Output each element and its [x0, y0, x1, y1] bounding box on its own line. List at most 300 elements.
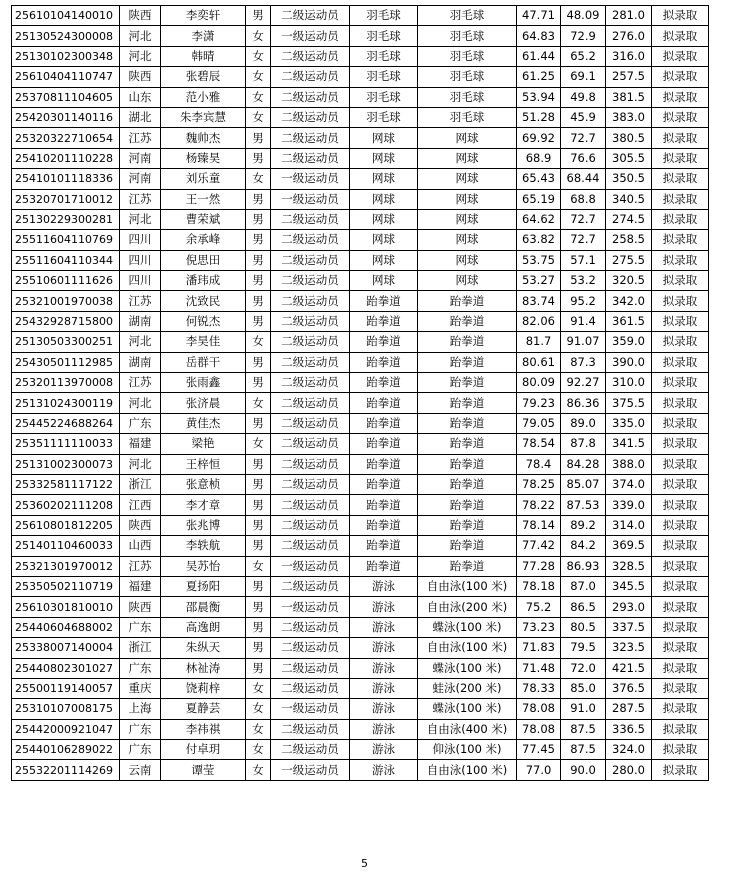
athlete-level-cell: 二级运动员: [271, 740, 350, 760]
province-cell: 河北: [120, 26, 161, 46]
athlete-level-cell: 二级运动员: [271, 576, 350, 596]
score-3-cell: 336.5: [606, 719, 652, 739]
province-cell: 广东: [120, 740, 161, 760]
sport-cell: 跆拳道: [350, 515, 418, 535]
score-3-cell: 328.5: [606, 556, 652, 576]
score-3-cell: 335.0: [606, 413, 652, 433]
table-row: [12, 230, 709, 250]
sport-cell: 跆拳道: [350, 291, 418, 311]
athlete-level-cell: 一级运动员: [271, 556, 350, 576]
score-2-cell: 72.7: [561, 230, 606, 250]
score-2-cell: 84.28: [561, 454, 606, 474]
candidate-id-cell: 25321301970012: [12, 556, 120, 576]
score-1-cell: 69.92: [517, 128, 561, 148]
sport-cell: 跆拳道: [350, 352, 418, 372]
table-row: [12, 740, 709, 760]
candidate-id-cell: 25410101118336: [12, 169, 120, 189]
student-name-cell: 吴苏怡: [161, 556, 246, 576]
score-1-cell: 79.05: [517, 413, 561, 433]
student-name-cell: 潘玮成: [161, 271, 246, 291]
admission-status-cell: 拟录取: [652, 413, 709, 433]
student-name-cell: 梁艳: [161, 434, 246, 454]
table-row: [12, 291, 709, 311]
score-3-cell: 340.5: [606, 189, 652, 209]
score-3-cell: 345.5: [606, 576, 652, 596]
gender-cell: 男: [246, 6, 271, 26]
candidate-id-cell: 25351111110033: [12, 434, 120, 454]
score-3-cell: 390.0: [606, 352, 652, 372]
admission-status-cell: 拟录取: [652, 536, 709, 556]
event-cell: 网球: [418, 250, 517, 270]
student-name-cell: 王一然: [161, 189, 246, 209]
gender-cell: 男: [246, 148, 271, 168]
score-1-cell: 53.94: [517, 87, 561, 107]
table-row: [12, 67, 709, 87]
admission-status-cell: 拟录取: [652, 291, 709, 311]
province-cell: 河北: [120, 332, 161, 352]
athlete-level-cell: 二级运动员: [271, 719, 350, 739]
score-1-cell: 65.43: [517, 169, 561, 189]
sport-cell: 羽毛球: [350, 26, 418, 46]
student-name-cell: 付卓玥: [161, 740, 246, 760]
score-3-cell: 388.0: [606, 454, 652, 474]
candidate-id-cell: 25432928715800: [12, 311, 120, 331]
athlete-level-cell: 一级运动员: [271, 26, 350, 46]
event-cell: 跆拳道: [418, 454, 517, 474]
admission-status-cell: 拟录取: [652, 6, 709, 26]
event-cell: 跆拳道: [418, 393, 517, 413]
score-1-cell: 53.27: [517, 271, 561, 291]
candidate-id-cell: 25131024300119: [12, 393, 120, 413]
score-3-cell: 323.5: [606, 638, 652, 658]
candidate-id-cell: 25320701710012: [12, 189, 120, 209]
admission-status-cell: 拟录取: [652, 576, 709, 596]
student-name-cell: 杨臻昊: [161, 148, 246, 168]
province-cell: 浙江: [120, 638, 161, 658]
score-3-cell: 383.0: [606, 107, 652, 127]
sport-cell: 游泳: [350, 678, 418, 698]
candidate-id-cell: 25610404110747: [12, 67, 120, 87]
event-cell: 羽毛球: [418, 107, 517, 127]
athlete-level-cell: 二级运动员: [271, 434, 350, 454]
table-row: [12, 576, 709, 596]
candidate-id-cell: 25610104140010: [12, 6, 120, 26]
table-row: [12, 189, 709, 209]
admission-status-cell: 拟录取: [652, 454, 709, 474]
gender-cell: 男: [246, 474, 271, 494]
admission-status-cell: 拟录取: [652, 719, 709, 739]
admission-status-cell: 拟录取: [652, 617, 709, 637]
province-cell: 江苏: [120, 291, 161, 311]
admission-status-cell: 拟录取: [652, 373, 709, 393]
sport-cell: 羽毛球: [350, 46, 418, 66]
province-cell: 福建: [120, 434, 161, 454]
table-row: [12, 515, 709, 535]
province-cell: 江苏: [120, 373, 161, 393]
student-name-cell: 黄佳杰: [161, 413, 246, 433]
athlete-level-cell: 二级运动员: [271, 495, 350, 515]
score-3-cell: 341.5: [606, 434, 652, 454]
admission-status-cell: 拟录取: [652, 678, 709, 698]
table-row: [12, 536, 709, 556]
table-row: [12, 250, 709, 270]
event-cell: 跆拳道: [418, 536, 517, 556]
score-1-cell: 78.25: [517, 474, 561, 494]
province-cell: 河南: [120, 169, 161, 189]
score-2-cell: 87.0: [561, 576, 606, 596]
candidate-id-cell: 25440604688002: [12, 617, 120, 637]
student-name-cell: 李潇: [161, 26, 246, 46]
score-2-cell: 53.2: [561, 271, 606, 291]
event-cell: 跆拳道: [418, 332, 517, 352]
event-cell: 网球: [418, 209, 517, 229]
score-2-cell: 68.8: [561, 189, 606, 209]
athlete-level-cell: 二级运动员: [271, 148, 350, 168]
athlete-level-cell: 二级运动员: [271, 373, 350, 393]
table-row: [12, 128, 709, 148]
athlete-level-cell: 二级运动员: [271, 250, 350, 270]
student-name-cell: 李奕轩: [161, 6, 246, 26]
table-row: [12, 332, 709, 352]
province-cell: 河北: [120, 209, 161, 229]
event-cell: 自由泳(400 米): [418, 719, 517, 739]
score-1-cell: 78.08: [517, 699, 561, 719]
event-cell: 自由泳(100 米): [418, 576, 517, 596]
athlete-level-cell: 二级运动员: [271, 291, 350, 311]
athlete-level-cell: 二级运动员: [271, 87, 350, 107]
gender-cell: 男: [246, 230, 271, 250]
province-cell: 江苏: [120, 128, 161, 148]
admission-table: [11, 5, 709, 781]
sport-cell: 跆拳道: [350, 495, 418, 515]
score-3-cell: 376.5: [606, 678, 652, 698]
event-cell: 网球: [418, 128, 517, 148]
score-3-cell: 421.5: [606, 658, 652, 678]
sport-cell: 游泳: [350, 658, 418, 678]
event-cell: 网球: [418, 271, 517, 291]
table-row: [12, 434, 709, 454]
score-1-cell: 61.44: [517, 46, 561, 66]
event-cell: 网球: [418, 169, 517, 189]
gender-cell: 女: [246, 760, 271, 780]
candidate-id-cell: 25420301140116: [12, 107, 120, 127]
student-name-cell: 岳群干: [161, 352, 246, 372]
table-row: [12, 658, 709, 678]
score-3-cell: 275.5: [606, 250, 652, 270]
score-3-cell: 293.0: [606, 597, 652, 617]
score-3-cell: 380.5: [606, 128, 652, 148]
event-cell: 自由泳(100 米): [418, 760, 517, 780]
table-row: [12, 107, 709, 127]
province-cell: 广东: [120, 617, 161, 637]
gender-cell: 男: [246, 617, 271, 637]
province-cell: 河北: [120, 454, 161, 474]
admission-status-cell: 拟录取: [652, 311, 709, 331]
candidate-id-cell: 25140110460033: [12, 536, 120, 556]
table-row: [12, 413, 709, 433]
athlete-level-cell: 二级运动员: [271, 474, 350, 494]
candidate-id-cell: 25332581117122: [12, 474, 120, 494]
province-cell: 陕西: [120, 597, 161, 617]
score-2-cell: 72.7: [561, 128, 606, 148]
sport-cell: 跆拳道: [350, 393, 418, 413]
admission-status-cell: 拟录取: [652, 393, 709, 413]
admission-status-cell: 拟录取: [652, 434, 709, 454]
score-3-cell: 280.0: [606, 760, 652, 780]
admission-status-cell: 拟录取: [652, 107, 709, 127]
student-name-cell: 魏帅杰: [161, 128, 246, 148]
score-1-cell: 83.74: [517, 291, 561, 311]
score-2-cell: 85.0: [561, 678, 606, 698]
admission-status-cell: 拟录取: [652, 128, 709, 148]
candidate-id-cell: 25511604110344: [12, 250, 120, 270]
athlete-level-cell: 一级运动员: [271, 760, 350, 780]
province-cell: 四川: [120, 230, 161, 250]
athlete-level-cell: 二级运动员: [271, 311, 350, 331]
gender-cell: 女: [246, 556, 271, 576]
province-cell: 上海: [120, 699, 161, 719]
athlete-level-cell: 二级运动员: [271, 230, 350, 250]
score-1-cell: 78.22: [517, 495, 561, 515]
score-1-cell: 77.45: [517, 740, 561, 760]
student-name-cell: 张济晨: [161, 393, 246, 413]
province-cell: 湖南: [120, 352, 161, 372]
athlete-level-cell: 二级运动员: [271, 638, 350, 658]
province-cell: 广东: [120, 413, 161, 433]
score-3-cell: 316.0: [606, 46, 652, 66]
score-2-cell: 72.7: [561, 209, 606, 229]
sport-cell: 羽毛球: [350, 87, 418, 107]
score-1-cell: 51.28: [517, 107, 561, 127]
sport-cell: 跆拳道: [350, 413, 418, 433]
table-row: [12, 26, 709, 46]
athlete-level-cell: 二级运动员: [271, 678, 350, 698]
score-2-cell: 89.0: [561, 413, 606, 433]
candidate-id-cell: 25131002300073: [12, 454, 120, 474]
gender-cell: 女: [246, 434, 271, 454]
score-3-cell: 281.0: [606, 6, 652, 26]
student-name-cell: 谭莹: [161, 760, 246, 780]
table-body: [12, 6, 709, 781]
table-row: [12, 393, 709, 413]
event-cell: 自由泳(100 米): [418, 638, 517, 658]
province-cell: 四川: [120, 250, 161, 270]
event-cell: 跆拳道: [418, 373, 517, 393]
sport-cell: 网球: [350, 148, 418, 168]
score-2-cell: 79.5: [561, 638, 606, 658]
sport-cell: 网球: [350, 128, 418, 148]
sport-cell: 网球: [350, 169, 418, 189]
table-row: [12, 638, 709, 658]
province-cell: 河北: [120, 46, 161, 66]
candidate-id-cell: 25442000921047: [12, 719, 120, 739]
table-row: [12, 169, 709, 189]
event-cell: 蝶泳(100 米): [418, 699, 517, 719]
sport-cell: 游泳: [350, 719, 418, 739]
student-name-cell: 高逸朗: [161, 617, 246, 637]
score-2-cell: 86.5: [561, 597, 606, 617]
gender-cell: 男: [246, 454, 271, 474]
score-3-cell: 287.5: [606, 699, 652, 719]
score-2-cell: 87.5: [561, 740, 606, 760]
candidate-id-cell: 25130229300281: [12, 209, 120, 229]
athlete-level-cell: 二级运动员: [271, 6, 350, 26]
sport-cell: 游泳: [350, 638, 418, 658]
candidate-id-cell: 25440106289022: [12, 740, 120, 760]
candidate-id-cell: 25130524300008: [12, 26, 120, 46]
athlete-level-cell: 二级运动员: [271, 107, 350, 127]
candidate-id-cell: 25500119140057: [12, 678, 120, 698]
student-name-cell: 沈致民: [161, 291, 246, 311]
candidate-id-cell: 25320113970008: [12, 373, 120, 393]
student-name-cell: 刘乐童: [161, 169, 246, 189]
score-3-cell: 369.5: [606, 536, 652, 556]
table-row: [12, 495, 709, 515]
province-cell: 湖南: [120, 311, 161, 331]
province-cell: 浙江: [120, 474, 161, 494]
page-number: 5: [361, 857, 368, 870]
athlete-level-cell: 二级运动员: [271, 332, 350, 352]
table-row: [12, 373, 709, 393]
province-cell: 河南: [120, 148, 161, 168]
province-cell: 陕西: [120, 515, 161, 535]
admission-status-cell: 拟录取: [652, 148, 709, 168]
score-1-cell: 73.23: [517, 617, 561, 637]
province-cell: 河北: [120, 393, 161, 413]
gender-cell: 女: [246, 332, 271, 352]
gender-cell: 女: [246, 678, 271, 698]
gender-cell: 男: [246, 291, 271, 311]
province-cell: 广东: [120, 719, 161, 739]
sport-cell: 跆拳道: [350, 311, 418, 331]
gender-cell: 男: [246, 128, 271, 148]
score-1-cell: 64.62: [517, 209, 561, 229]
gender-cell: 女: [246, 740, 271, 760]
student-name-cell: 张兆博: [161, 515, 246, 535]
gender-cell: 男: [246, 352, 271, 372]
sport-cell: 网球: [350, 250, 418, 270]
province-cell: 重庆: [120, 678, 161, 698]
score-2-cell: 76.6: [561, 148, 606, 168]
score-2-cell: 95.2: [561, 291, 606, 311]
admission-status-cell: 拟录取: [652, 46, 709, 66]
score-2-cell: 72.9: [561, 26, 606, 46]
sport-cell: 跆拳道: [350, 454, 418, 474]
score-1-cell: 68.9: [517, 148, 561, 168]
table-row: [12, 617, 709, 637]
score-1-cell: 71.83: [517, 638, 561, 658]
candidate-id-cell: 25370811104605: [12, 87, 120, 107]
sport-cell: 羽毛球: [350, 67, 418, 87]
sport-cell: 羽毛球: [350, 107, 418, 127]
score-2-cell: 90.0: [561, 760, 606, 780]
table-row: [12, 87, 709, 107]
score-1-cell: 78.54: [517, 434, 561, 454]
event-cell: 网球: [418, 189, 517, 209]
sport-cell: 跆拳道: [350, 332, 418, 352]
gender-cell: 女: [246, 46, 271, 66]
score-1-cell: 71.48: [517, 658, 561, 678]
table-row: [12, 719, 709, 739]
athlete-level-cell: 一级运动员: [271, 597, 350, 617]
score-2-cell: 48.09: [561, 6, 606, 26]
score-3-cell: 305.5: [606, 148, 652, 168]
student-name-cell: 范小雅: [161, 87, 246, 107]
sport-cell: 游泳: [350, 760, 418, 780]
athlete-level-cell: 二级运动员: [271, 67, 350, 87]
table-row: [12, 46, 709, 66]
score-3-cell: 359.0: [606, 332, 652, 352]
sport-cell: 跆拳道: [350, 434, 418, 454]
event-cell: 蝶泳(100 米): [418, 617, 517, 637]
province-cell: 云南: [120, 760, 161, 780]
score-3-cell: 374.0: [606, 474, 652, 494]
score-2-cell: 87.53: [561, 495, 606, 515]
student-name-cell: 朱李宾慧: [161, 107, 246, 127]
score-3-cell: 381.5: [606, 87, 652, 107]
candidate-id-cell: 25445224688264: [12, 413, 120, 433]
score-3-cell: 314.0: [606, 515, 652, 535]
candidate-id-cell: 25338007140004: [12, 638, 120, 658]
score-1-cell: 78.14: [517, 515, 561, 535]
gender-cell: 男: [246, 311, 271, 331]
event-cell: 跆拳道: [418, 413, 517, 433]
province-cell: 山西: [120, 536, 161, 556]
score-3-cell: 276.0: [606, 26, 652, 46]
admission-status-cell: 拟录取: [652, 495, 709, 515]
event-cell: 羽毛球: [418, 87, 517, 107]
student-name-cell: 李昊佳: [161, 332, 246, 352]
event-cell: 仰泳(100 米): [418, 740, 517, 760]
score-2-cell: 91.07: [561, 332, 606, 352]
score-1-cell: 53.75: [517, 250, 561, 270]
sport-cell: 游泳: [350, 576, 418, 596]
student-name-cell: 朱纵天: [161, 638, 246, 658]
gender-cell: 男: [246, 576, 271, 596]
score-2-cell: 72.0: [561, 658, 606, 678]
gender-cell: 男: [246, 271, 271, 291]
student-name-cell: 李才章: [161, 495, 246, 515]
score-2-cell: 49.8: [561, 87, 606, 107]
gender-cell: 女: [246, 107, 271, 127]
athlete-level-cell: 二级运动员: [271, 271, 350, 291]
athlete-level-cell: 二级运动员: [271, 352, 350, 372]
admission-status-cell: 拟录取: [652, 556, 709, 576]
sport-cell: 网球: [350, 230, 418, 250]
score-1-cell: 78.08: [517, 719, 561, 739]
event-cell: 羽毛球: [418, 26, 517, 46]
candidate-id-cell: 25350502110719: [12, 576, 120, 596]
score-1-cell: 77.28: [517, 556, 561, 576]
student-name-cell: 李祎祺: [161, 719, 246, 739]
athlete-level-cell: 二级运动员: [271, 413, 350, 433]
score-1-cell: 47.71: [517, 6, 561, 26]
score-2-cell: 89.2: [561, 515, 606, 535]
gender-cell: 男: [246, 373, 271, 393]
event-cell: 蛙泳(200 米): [418, 678, 517, 698]
student-name-cell: 王梓恒: [161, 454, 246, 474]
score-2-cell: 84.2: [561, 536, 606, 556]
gender-cell: 男: [246, 658, 271, 678]
student-name-cell: 饶莉梓: [161, 678, 246, 698]
admission-status-cell: 拟录取: [652, 638, 709, 658]
score-2-cell: 87.8: [561, 434, 606, 454]
athlete-level-cell: 二级运动员: [271, 515, 350, 535]
student-name-cell: 张意桢: [161, 474, 246, 494]
candidate-id-cell: 25360202111208: [12, 495, 120, 515]
table-row: [12, 474, 709, 494]
score-1-cell: 77.42: [517, 536, 561, 556]
